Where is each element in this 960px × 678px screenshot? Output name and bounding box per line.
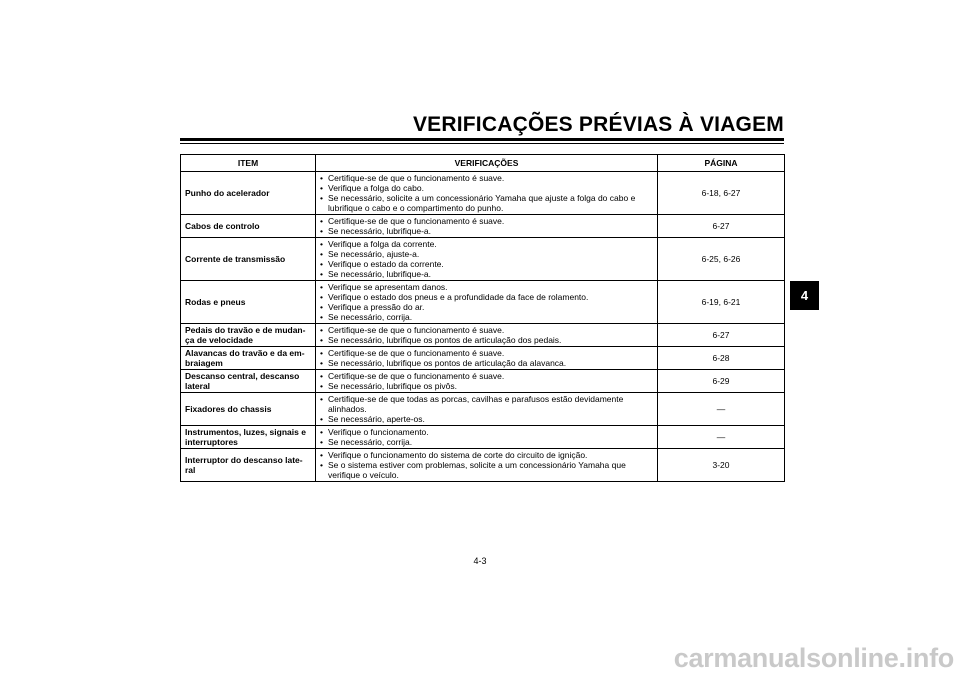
table-row bbox=[181, 393, 785, 426]
table-header-row bbox=[181, 155, 785, 172]
row-page: — bbox=[658, 393, 785, 426]
row-item: Fixadores do chassis bbox=[181, 393, 316, 426]
row-page: 6-27 bbox=[658, 215, 785, 238]
check-bullet: • Verifique o estado da corrente. bbox=[320, 259, 653, 269]
page-title: VERIFICAÇÕES PRÉVIAS À VIAGEM bbox=[412, 113, 784, 136]
row-checks bbox=[316, 426, 658, 449]
row-item: Interruptor do descanso late-ral bbox=[181, 449, 316, 482]
header-checks: VERIFICAÇÕES bbox=[316, 155, 658, 172]
check-bullet: • Verifique a folga da corrente. bbox=[320, 239, 653, 249]
check-bullet: • Certifique-se de que todas as porcas, cavilhas e parafusos estão devidamente alinhados. bbox=[320, 394, 653, 414]
row-page: 6-25, 6-26 bbox=[658, 238, 785, 281]
check-bullet: • Se o sistema estiver com problemas, solicite a um concessionário Yamaha que verifique o veículo. bbox=[320, 460, 653, 480]
row-checks bbox=[316, 281, 658, 324]
check-bullet: • Verifique a pressão do ar. bbox=[320, 302, 653, 312]
header-item: ITEM bbox=[181, 155, 316, 172]
check-bullet: • Certifique-se de que o funcionamento é suave. bbox=[320, 348, 653, 358]
table-row bbox=[181, 238, 785, 281]
check-bullet: • Se necessário, lubrifique os pontos de articulação da alavanca. bbox=[320, 358, 653, 368]
chapter-tab: 4 bbox=[790, 281, 819, 310]
row-item: Pedais do travão e de mudan-ça de velocidade bbox=[181, 324, 316, 347]
row-item: Corrente de transmissão bbox=[181, 238, 316, 281]
row-checks bbox=[316, 215, 658, 238]
check-bullet: • Certifique-se de que o funcionamento é suave. bbox=[320, 216, 653, 226]
row-item: Punho do acelerador bbox=[181, 172, 316, 215]
row-checks bbox=[316, 324, 658, 347]
table-row bbox=[181, 426, 785, 449]
table-row bbox=[181, 215, 785, 238]
row-page: 6-28 bbox=[658, 347, 785, 370]
row-checks bbox=[316, 393, 658, 426]
check-bullet: • Se necessário, lubrifique-a. bbox=[320, 226, 653, 236]
check-bullet: • Se necessário, corrija. bbox=[320, 437, 653, 447]
row-page: — bbox=[658, 426, 785, 449]
check-bullet: • Verifique o funcionamento do sistema de corte do circuito de ignição. bbox=[320, 450, 653, 460]
row-page: 6-27 bbox=[658, 324, 785, 347]
row-item: Rodas e pneus bbox=[181, 281, 316, 324]
check-bullet: • Certifique-se de que o funcionamento é suave. bbox=[320, 371, 653, 381]
row-checks bbox=[316, 238, 658, 281]
row-item: Instrumentos, luzes, signais e interruptores bbox=[181, 426, 316, 449]
check-bullet: • Se necessário, lubrifique os pontos de articulação dos pedais. bbox=[320, 335, 653, 345]
table-row bbox=[181, 324, 785, 347]
table-row bbox=[181, 172, 785, 215]
page-number: 4-3 bbox=[473, 556, 487, 566]
check-bullet: • Se necessário, ajuste-a. bbox=[320, 249, 653, 259]
check-bullet: • Se necessário, corrija. bbox=[320, 312, 653, 322]
check-bullet: • Se necessário, lubrifique os pivôs. bbox=[320, 381, 653, 391]
check-bullet: • Verifique o estado dos pneus e a profundidade da face de rolamento. bbox=[320, 292, 653, 302]
row-item: Descanso central, descanso lateral bbox=[181, 370, 316, 393]
table-row bbox=[181, 281, 785, 324]
check-bullet: • Certifique-se de que o funcionamento é suave. bbox=[320, 173, 653, 183]
check-bullet: • Se necessário, aperte-os. bbox=[320, 414, 653, 424]
check-bullet: • Verifique se apresentam danos. bbox=[320, 282, 653, 292]
title-rule-thin bbox=[180, 143, 784, 144]
row-page: 6-19, 6-21 bbox=[658, 281, 785, 324]
table-row bbox=[181, 347, 785, 370]
table-row bbox=[181, 449, 785, 482]
check-bullet: • Verifique o funcionamento. bbox=[320, 427, 653, 437]
row-page: 6-18, 6-27 bbox=[658, 172, 785, 215]
check-bullet: • Se necessário, lubrifique-a. bbox=[320, 269, 653, 279]
title-rule-thick bbox=[180, 138, 784, 141]
pre-ride-checklist-table bbox=[180, 154, 785, 482]
row-item: Cabos de controlo bbox=[181, 215, 316, 238]
row-checks bbox=[316, 347, 658, 370]
row-checks bbox=[316, 172, 658, 215]
row-page: 6-29 bbox=[658, 370, 785, 393]
watermark-logo: carmanualsonline.info bbox=[673, 643, 954, 673]
row-checks bbox=[316, 370, 658, 393]
row-page: 3-20 bbox=[658, 449, 785, 482]
table-row bbox=[181, 370, 785, 393]
check-bullet: • Certifique-se de que o funcionamento é suave. bbox=[320, 325, 653, 335]
check-bullet: • Se necessário, solicite a um concessionário Yamaha que ajuste a folga do cabo e lubrifique o cabo e o compartimento do punho. bbox=[320, 193, 653, 213]
row-checks bbox=[316, 449, 658, 482]
header-page: PÁGINA bbox=[658, 155, 785, 172]
check-bullet: • Verifique a folga do cabo. bbox=[320, 183, 653, 193]
row-item: Alavancas do travão e da em-braiagem bbox=[181, 347, 316, 370]
